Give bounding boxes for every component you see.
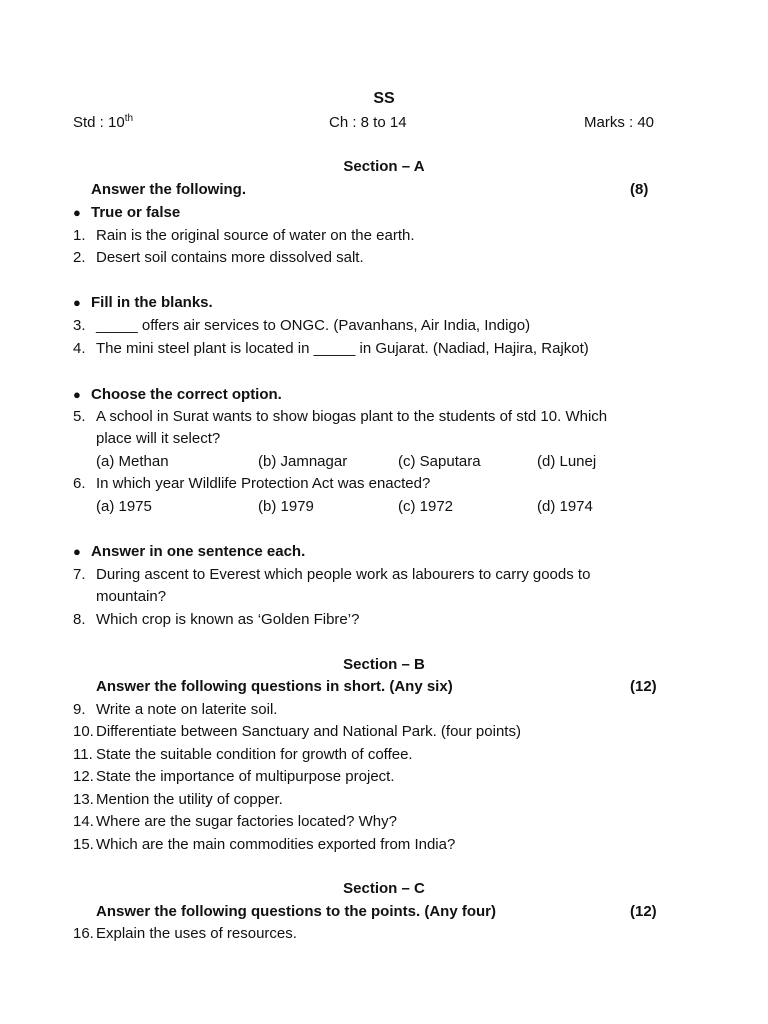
question-number: 12. [73,768,94,785]
mcq-option: (d) Lunej [537,453,597,470]
section-a-instruction: Answer the following. [91,181,247,198]
question-text: State the importance of multipurpose project. [96,768,395,785]
question-number: 16. [73,925,94,942]
mcq-option: (d) 1974 [537,498,593,515]
question-number: 1. [73,227,86,244]
std-superscript: th [124,113,134,124]
section-b-title: Section – B [343,656,425,673]
mcq-option: (a) Methan [96,453,169,470]
question-number: 11. [73,746,93,763]
question-number: 6. [73,475,86,492]
section-a-marks: (8) [630,181,649,198]
section-c-marks: (12) [630,903,657,920]
question-number: 2. [73,249,86,266]
std-label [73,113,133,133]
question-number: 13. [73,791,94,808]
section-a-title: Section – A [343,158,425,175]
mcq-option: (b) Jamnagar [258,453,348,470]
chapters-label: Ch : 8 to 14 [329,114,407,131]
bullet-icon: ● [73,544,81,559]
section-b-instruction: Answer the following questions in short. (Any six) [96,678,453,695]
question-text: State the suitable condition for growth of coffee. [96,746,413,763]
question-text: Which are the main commodities exported from India? [96,836,456,853]
question-number: 7. [73,566,86,583]
section-c-title: Section – C [343,880,425,897]
question-text: _____ offers air services to ONGC. (Pavanhans, Air India, Indigo) [96,317,531,334]
section-b-marks: (12) [630,678,657,695]
question-number: 10. [73,723,94,740]
question-number: 5. [73,408,86,425]
fill-blanks-heading: Fill in the blanks. [91,294,213,311]
question-text: Rain is the original source of water on the earth. [96,227,415,244]
question-text: Explain the uses of resources. [96,925,297,942]
question-text: The mini steel plant is located in _____ in Gujarat. (Nadiad, Hajira, Rajkot) [96,340,589,357]
question-number: 4. [73,340,86,357]
question-text: Desert soil contains more dissolved salt. [96,249,364,266]
question-text: Differentiate between Sanctuary and National Park. (four points) [96,723,521,740]
question-number: 9. [73,701,86,718]
bullet-icon: ● [73,387,81,402]
true-false-heading: True or false [91,204,181,221]
mcq-heading: Choose the correct option. [91,386,282,403]
question-number: 15. [73,836,94,853]
question-number: 8. [73,611,86,628]
mcq-option: (a) 1975 [96,498,152,515]
marks-label: Marks : 40 [584,114,655,131]
one-sentence-heading: Answer in one sentence each. [91,543,306,560]
std-text: Std : 10 [73,114,125,131]
question-number: 14. [73,813,94,830]
question-text: Which crop is known as ‘Golden Fibre’? [96,611,360,628]
question-text: In which year Wildlife Protection Act was enacted? [96,475,431,492]
question-text: Where are the sugar factories located? Why? [96,813,397,830]
question-text-continued: place will it select? [96,430,221,447]
section-c-instruction: Answer the following questions to the points. (Any four) [96,903,496,920]
question-text: A school in Surat wants to show biogas plant to the students of std 10. Which [96,408,608,425]
bullet-icon: ● [73,205,81,220]
question-text-continued: mountain? [96,588,167,605]
mcq-option: (c) 1972 [398,498,454,515]
subject-title: SS [373,90,395,107]
mcq-option: (c) Saputara [398,453,481,470]
question-number: 3. [73,317,86,334]
bullet-icon: ● [73,295,81,310]
question-text: During ascent to Everest which people work as labourers to carry goods to [96,566,591,583]
question-text: Write a note on laterite soil. [96,701,278,718]
mcq-option: (b) 1979 [258,498,314,515]
question-text: Mention the utility of copper. [96,791,283,808]
